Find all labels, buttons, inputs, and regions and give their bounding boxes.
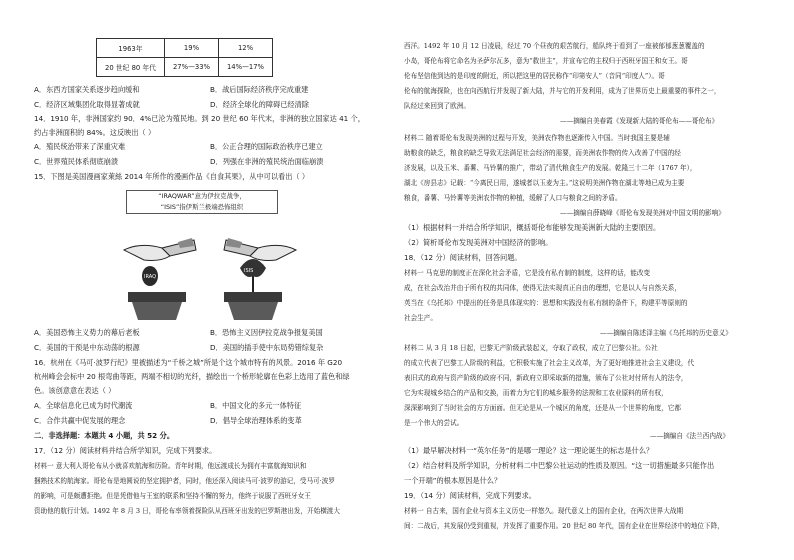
q15-stem: 15．下图是美国漫画家萊絲 2014 年所作的漫画作品《自食其果》，从中可以看出（ ）	[34, 172, 310, 181]
material-line: 湖北《房县志》记载：“今离民日用，遂城者以玉麦为主。”这说明美洲作物在湖北等地已成为主要	[404, 179, 685, 187]
material-line: 济发展，以及玉米、番薯、马铃薯的推广，带动了清代粮食生产的发展。乾隆三十二年（1767 年），	[404, 164, 697, 172]
q18-part2: （2）结合材料及所学知识，分析材料二中巴黎公社运动的性质及原因。“这一切措施最多只能作出	[404, 461, 715, 470]
citation: ——摘编自《法兰西内战》	[650, 432, 730, 440]
q17-part1: （1）根据材料一并结合所学知识，概括哥伦布能够发现美洲新大陆的主要原因。	[404, 223, 661, 232]
q15-option-d: D．美国的插手使中东局势错综复杂	[210, 343, 324, 352]
material-line: 深深影响到了当时社会的方方面面。但无论是从一个城区的角度，还是从一个世界的角度，它都	[404, 404, 681, 412]
material-line: 表旧式的政府与资产阶级的政府不同，新政府立即采取新的措施，颁布了公社对付所有人的法令，	[404, 374, 688, 382]
data-table	[96, 38, 273, 77]
q13-option-d: D．经济全球化的障碍已经清除	[210, 100, 309, 109]
q15-option-b: B．恐怖主义因伊拉克战争报复美国	[210, 328, 323, 337]
q18-title: 18．（12 分）阅读材料，回答问题。	[404, 253, 522, 262]
q16-stem-line1: 16．杭州在《马可·波罗行纪》里被描述为“千桥之城”所是个这个城市特有的风景。2016 年 G20	[34, 358, 343, 367]
q13-option-a: A．东西方国家关系逐步趋向缓和	[34, 85, 140, 94]
svg-text:ISIS: ISIS	[244, 268, 254, 274]
material-line: 英当在《乌托邦》中提出的任务是具体现实的：思想和实践没有私有制的条件下，构建平等原则的	[404, 299, 688, 307]
table-row	[97, 58, 273, 77]
q17-material-line: 捆熟技术的航海家。哥伦布是地圆说的坚定拥护者，同时，他还深入阅读马可·波罗的游记，受马可·波罗	[34, 477, 335, 485]
q16-option-a: A．全球信息化已成为时代潮流	[34, 401, 133, 410]
material-line: 材料一 马克思的制度正在深化社会矛盾，它是没有私有制的制度，这样的话，能改变	[404, 269, 651, 277]
q14-stem-line2: 约占非洲面积的 84%。这反映出（ ）	[34, 128, 156, 137]
material-line: 的成立代表了巴黎工人阶级的利益，它积极实施了社会主义改革，为了更好地推进社会主义建设，代	[404, 359, 695, 367]
citation: ——摘编自陈述泽主编《乌托邦的历史意义》	[600, 329, 732, 337]
q19-title: 19．（14 分）阅读材料，完成下列要求。	[404, 491, 536, 500]
table-cell: 14%—17%	[218, 58, 272, 77]
q14-option-d: D．列强在非洲的殖民统治面临崩溃	[210, 157, 324, 166]
q14-option-a: A．殖民统治带来了深重灾难	[34, 142, 126, 151]
material-line: 材料一 自古来，国有企业与资本主义历史一样悠久。现代意义上的国有企业，在两次世界大战期	[404, 507, 684, 515]
q14-option-c: C．世界殖民体系彻底崩溃	[34, 157, 119, 166]
material-line: 伦布坚信他到达的是印度的附近，所以把这里的居民称作“印第安人”（音同“印度人”）。哥	[404, 72, 665, 80]
svg-text:IRAQ: IRAQ	[144, 274, 157, 280]
material-line: 间：二战后，其发展仍受到重视，并发挥了重要作用。20 世纪 80 年代，国有企业在世界经济中的地位下降，	[404, 522, 724, 530]
q18-part2-cont: 一个开端”的根本原因是什么？	[404, 476, 502, 485]
table-cell: 12%	[218, 39, 272, 58]
table-row	[97, 39, 273, 58]
q17-material-line: 的影响，可是颇遭拒绝。但是凭借他与王室的联系和坚持不懈的努力，他终于说服了西班牙女王	[34, 492, 311, 500]
q15-option-a: A．美国恐怖主义势力的幕后老板	[34, 328, 140, 337]
q17-material-line: 材料一 意大利人哥伦布从小就喜欢航海和历险。青年时期，他远渡成长为拥有丰富航海知识和	[34, 462, 307, 470]
q13-option-c: C．经济区域集团化取得显著成就	[34, 100, 140, 109]
cartoon-caption	[126, 190, 278, 214]
material-line: 材料二 随着哥伦布发现美洲的过程与开发，美洲农作物也逐渐传入中国。当时我国主要是辅	[404, 134, 670, 142]
section-heading: 二．非选择题：本题共 4 小题，共 52 分。	[34, 431, 175, 440]
cartoon-illustration	[120, 220, 300, 322]
material-line: 小岛，哥伦布将它命名为圣萨尔瓦多，意为“救世主”，并宣布它的主权归于西班牙国王和女王。哥	[404, 57, 688, 65]
table-cell: 1963年	[97, 39, 165, 58]
q13-option-b: B．战后国际经济秩序完成重建	[210, 85, 309, 94]
q16-option-d: D．倡导全球治理体系的变革	[210, 416, 302, 425]
citation: ——摘编自薛晓峰《哥伦布发现美洲对中国文明的影响》	[560, 209, 725, 217]
material-line: 材料二 从 3 月 18 日起，巴黎无产阶级武装起义，夺取了政权，成立了巴黎公社。公社	[404, 344, 658, 352]
q16-option-c: C．合作共赢中促发展的理念	[34, 416, 126, 425]
table-cell: 20 世纪 80 年代	[97, 58, 165, 77]
q17-material-line: 资助他的航行计划。1492 年 8 月 3 日，哥伦布率领着探险队从西班牙出发的巴罗斯港出发，开始横渡大	[34, 507, 340, 515]
q16-stem-line3: 色。该创意意在表达（ ）	[34, 386, 116, 395]
q16-stem-line2: 杭州峰会会标中 20 根弯曲等距，两端不相切的光纤，描绘出一个桥形轮廓在色彩上选用了蓝色和绿	[34, 372, 350, 381]
material-line: 队经过来回到了欧洲。	[404, 102, 470, 110]
q15-option-c: C．美国的干预是中东动荡的根源	[34, 343, 140, 352]
material-line: 它为实现城乡结合的产品和交换，而着力为它们的城乡服务的法规和工农业原料的所有权，	[404, 389, 668, 397]
material-line: 助粮食的缺乏，粮食的缺乏导致无法满足社会经济的需要，而美洲农作物的传入改善了中国的经	[404, 149, 681, 157]
q17-part2: （2）简析哥伦布发现美洲对中国经济的影响。	[404, 238, 553, 247]
citation: ——摘编自美春霞《发现新大陆的哥伦布——哥伦布》	[560, 117, 719, 125]
q18-part1: （1）最早解决材料一“英尔任务”的是哪一理论？这一理论诞生的标志是什么？	[404, 446, 654, 455]
caption-line: “IRAQWAR”意为伊拉克战争，	[158, 192, 246, 200]
q16-option-b: B．中国文化的多元一体特征	[210, 401, 302, 410]
material-line: 成，在社会改治并由于所有权的共同体，使得无法实现真正自由的理想，它是以人与自然关系，	[404, 284, 681, 292]
material-line: 伦布的航海探险，也在向西航行并发现了新大陆，并与它的开发利用，成为了世界历史上最重要的事件之一，	[404, 87, 721, 95]
q17-title: 17．（12 分）阅读材料并结合所学知识，完成下列要求。	[34, 446, 217, 455]
q14-option-b: B．公正合理的国际政治秩序已建立	[210, 142, 323, 151]
table-cell: 19%	[164, 39, 218, 58]
q14-stem-line1: 14．1910 年，非洲国家约 90．4%已沦为殖民地。到 20 世纪 60 年代末，非洲的独立国家达 41 个，	[34, 114, 365, 123]
table-cell: 27%—33%	[164, 58, 218, 77]
material-line: 西洋。1492 年 10 月 12 日凌晨，经过 70 个昼夜的艰苦航行，船队终于看到了一座被郁郁葱葱覆盖的	[404, 42, 705, 50]
caption-line: “ISIS”指伊斯兰极端恐怖组织	[160, 203, 244, 211]
material-line: 是一个伟大的尝试。	[404, 419, 464, 427]
material-line: 社会生产。	[404, 314, 437, 322]
material-line: 粮食，番薯、马铃薯等美洲农作物的种植，缓解了人口与粮食之间的矛盾。	[404, 194, 622, 202]
